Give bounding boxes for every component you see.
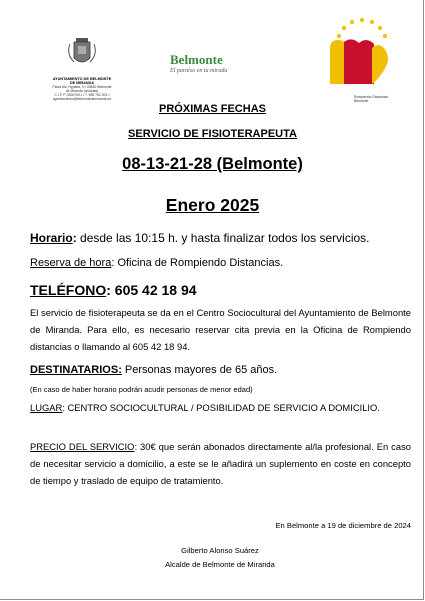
telefono-label: TELÉFONO <box>30 282 107 298</box>
horario-text: desde las 10:15 h. y hasta finalizar todos los servicios. <box>76 231 370 245</box>
month-heading: Enero 2025 <box>165 195 260 215</box>
ayuntamiento-address: Plaza Ma. Hypatia, 9 • 33830 Belmonte de Miranda (Asturias) <box>52 85 112 93</box>
reserva-label: Reserva de hora <box>30 257 112 269</box>
belmonte-logo <box>170 52 262 74</box>
telefono-colon: : <box>106 282 111 298</box>
service-description: El servicio de fisioterapeuta se da en el Centro Sociocultural del Ayuntamiento de Belmonte de Miranda. Para ello, es necesario reservar cita previa en la Oficina de Rompiendo distancias o llamando al 605 42 18 94. <box>30 307 411 352</box>
destinatarios-text: Personas mayores de 65 años. <box>121 364 278 376</box>
telefono-line <box>30 282 415 298</box>
destinatarios-label: DESTINATARIOS: <box>30 364 122 376</box>
reserva-colon: : <box>111 257 115 269</box>
horario-line <box>30 231 415 245</box>
belmonte-logo-tagline: El paraíso en tu mirada <box>170 68 228 74</box>
rompiendo-distancias-logo <box>322 14 402 102</box>
signatory-name: Gilberto Alonso Suárez <box>181 546 259 555</box>
ayuntamiento-name: AYUNTAMIENTO DE BELMONTE DE MIRANDA <box>52 77 112 85</box>
telefono-number: 605 42 18 94 <box>110 282 197 298</box>
reserva-line <box>30 257 415 269</box>
lugar-text: : CENTRO SOCIOCULTURAL / POSIBILIDAD DE SERVICIO A DOMICILIO. <box>62 402 380 413</box>
ayuntamiento-contact: C.I.F. P-3300700-I • T. 985 762 001 • ayuntamiento@belmontedemiranda.es <box>52 93 112 101</box>
precio-paragraph <box>30 438 411 489</box>
belmonte-logo-title: Belmonte <box>170 52 223 67</box>
precio-text: : 30€ que serán abonados directamente al/la profesional. En caso de necesitar servicio a domicilio, a este se le añadirá un suplemento en coste en concepto de tiempo y traslado de equipo de tratamiento. <box>30 441 411 486</box>
ayuntamiento-logo <box>52 36 112 101</box>
signatory-title: Alcalde de Belmonte de Miranda <box>165 560 275 569</box>
horario-colon: : <box>72 231 77 245</box>
dates-heading: 08-13-21-28 (Belmonte) <box>122 155 303 173</box>
destinatarios-line <box>30 364 415 376</box>
age-note: (En caso de haber horario podrán acudir personas de menor edad) <box>30 385 253 394</box>
lugar-paragraph <box>30 399 411 416</box>
crest-icon <box>52 36 112 72</box>
lugar-label: LUGAR <box>30 402 63 413</box>
proximas-fechas-heading: PRÓXIMAS FECHAS <box>159 103 266 115</box>
rompiendo-distancias-icon <box>322 14 402 90</box>
rompiendo-distancias-text: Rompiendo Distancias Belmonte <box>354 95 388 103</box>
reserva-text: Oficina de Rompiendo Distancias. <box>114 257 284 269</box>
date-line: En Belmonte a 19 de diciembre de 2024 <box>275 521 411 530</box>
horario-label: Horario <box>30 231 73 245</box>
precio-label: PRECIO DEL SERVICIO <box>30 441 135 452</box>
servicio-heading: SERVICIO DE FISIOTERAPEUTA <box>128 128 297 140</box>
